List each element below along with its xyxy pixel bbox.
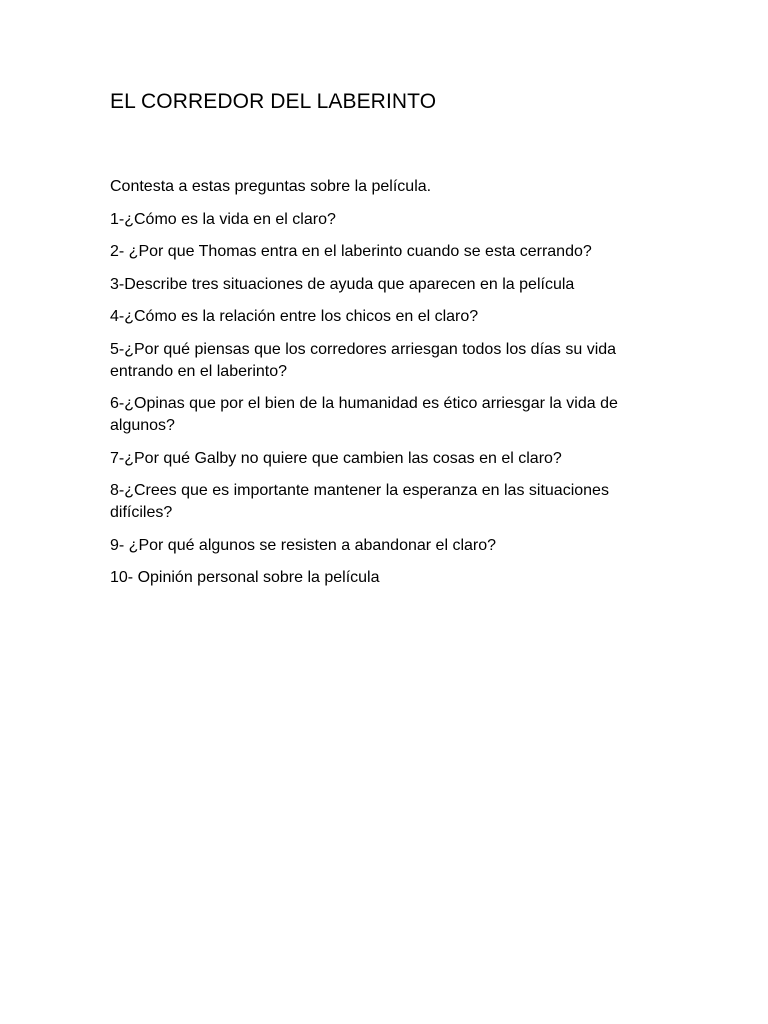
question-6: 6-¿Opinas que por el bien de la humanidad es ético arriesgar la vida de algunos? — [110, 395, 618, 434]
document-body — [110, 88, 650, 600]
question-1: 1-¿Cómo es la vida en el claro? — [110, 210, 336, 228]
question-7: 7-¿Por qué Galby no quiere que cambien las cosas en el claro? — [110, 449, 562, 467]
intro-text: Contesta a estas preguntas sobre la película. — [110, 178, 432, 195]
question-9: 9- ¿Por qué algunos se resisten a abandonar el claro? — [110, 536, 497, 554]
question-2: 2- ¿Por que Thomas entra en el laberinto cuando se esta cerrando? — [110, 243, 592, 260]
question-3: 3-Describe tres situaciones de ayuda que aparecen en la película — [110, 275, 575, 293]
document-title: EL CORREDOR DEL LABERINTO — [110, 90, 437, 113]
question-10: 10- Opinión personal sobre la película — [110, 569, 380, 586]
question-8: 8-¿Crees que es importante mantener la esperanza en las situaciones difíciles? — [110, 482, 609, 521]
question-4: 4-¿Cómo es la relación entre los chicos en el claro? — [110, 308, 479, 325]
question-5: 5-¿Por qué piensas que los corredores arriesgan todos los días su vida entrando en el laberinto? — [110, 340, 617, 380]
